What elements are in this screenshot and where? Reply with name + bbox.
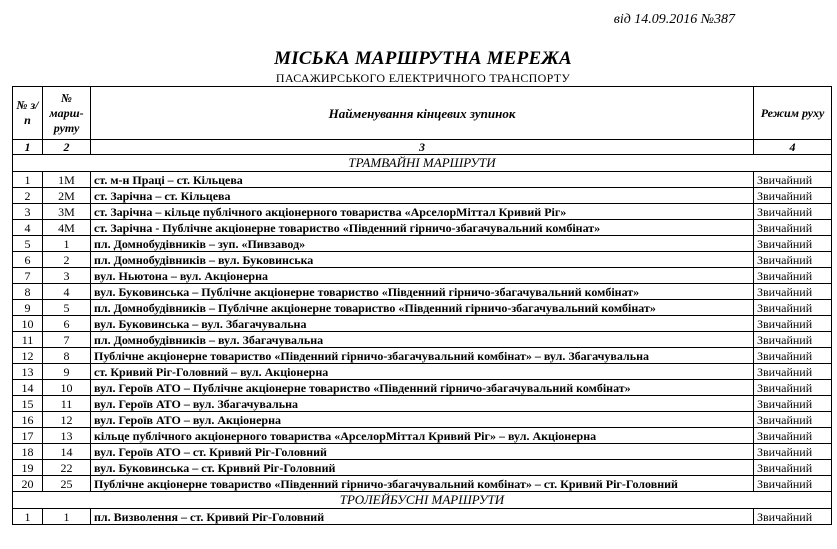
route-mode: Звичайний [754, 300, 832, 316]
table-row [13, 380, 832, 396]
route-mode: Звичайний [754, 396, 832, 412]
route-endpoints: пл. Домнобудівників – вул. Збагачувальна [91, 332, 754, 348]
route-mode: Звичайний [754, 460, 832, 476]
route-endpoints: пл. Домнобудівників – Публічне акціонерне товариство «Південний гірничо-збагачувальний комбінат» [91, 300, 754, 316]
route-number: 12 [43, 412, 91, 428]
row-number: 1 [13, 172, 43, 188]
table-row [13, 396, 832, 412]
row-number: 11 [13, 332, 43, 348]
section-header-row [13, 155, 832, 172]
section-header-row [13, 492, 832, 509]
table-row [13, 428, 832, 444]
route-mode: Звичайний [754, 316, 832, 332]
route-number: 2М [43, 188, 91, 204]
route-mode: Звичайний [754, 252, 832, 268]
row-number: 2 [13, 188, 43, 204]
route-mode: Звичайний [754, 204, 832, 220]
route-number: 22 [43, 460, 91, 476]
row-number: 14 [13, 380, 43, 396]
table-row [13, 204, 832, 220]
row-number: 8 [13, 284, 43, 300]
route-number: 5 [43, 300, 91, 316]
route-endpoints: Публічне акціонерне товариство «Південний гірничо-збагачувальний комбінат» – ст. Кривий Ріг-Головний [91, 476, 754, 492]
table-row [13, 268, 832, 284]
route-endpoints: ст. Зарічна – кільце публічного акціонерного товариства «АрселорМіттал Кривий Ріг» [91, 204, 754, 220]
table-row [13, 460, 832, 476]
route-mode: Звичайний [754, 428, 832, 444]
route-number: 2 [43, 252, 91, 268]
table-row [13, 188, 832, 204]
header-route: № марш-руту [43, 87, 91, 140]
route-endpoints: вул. Буковинська – ст. Кривий Ріг-Головний [91, 460, 754, 476]
route-number: 1М [43, 172, 91, 188]
route-number: 9 [43, 364, 91, 380]
route-number: 3М [43, 204, 91, 220]
route-mode: Звичайний [754, 380, 832, 396]
route-endpoints: пл. Домнобудівників – зуп. «Пивзавод» [91, 236, 754, 252]
row-number: 6 [13, 252, 43, 268]
route-endpoints: ст. м-н Праці – ст. Кільцева [91, 172, 754, 188]
table-row [13, 236, 832, 252]
route-endpoints: пл. Домнобудівників – вул. Буковинська [91, 252, 754, 268]
route-endpoints: вул. Буковинська – вул. Збагачувальна [91, 316, 754, 332]
column-number: 2 [43, 140, 91, 155]
route-number: 25 [43, 476, 91, 492]
section-title: ТРОЛЕЙБУСНІ МАРШРУТИ [13, 492, 832, 509]
route-mode: Звичайний [754, 332, 832, 348]
table-row [13, 509, 832, 525]
route-mode: Звичайний [754, 172, 832, 188]
column-number: 3 [91, 140, 754, 155]
header-name: Найменування кінцевих зупинок [91, 87, 754, 140]
route-endpoints: вул. Героїв АТО – Публічне акціонерне товариство «Південний гірничо-збагачувальний комбінат» [91, 380, 754, 396]
document-subtitle: ПАСАЖИРСЬКОГО ЕЛЕКТРИЧНОГО ТРАНСПОРТУ [275, 71, 571, 85]
route-endpoints: ст. Зарічна – ст. Кільцева [91, 188, 754, 204]
route-mode: Звичайний [754, 220, 832, 236]
route-number: 4 [43, 284, 91, 300]
route-mode: Звичайний [754, 509, 832, 525]
route-number: 7 [43, 332, 91, 348]
table-row [13, 348, 832, 364]
table-header-row [13, 87, 832, 140]
table-row [13, 284, 832, 300]
route-number: 1 [43, 509, 91, 525]
row-number: 3 [13, 204, 43, 220]
table-row [13, 412, 832, 428]
row-number: 17 [13, 428, 43, 444]
route-endpoints: вул. Буковинська – Публічне акціонерне товариство «Південний гірничо-збагачувальний комбінат» [91, 284, 754, 300]
routes-table [12, 86, 832, 525]
route-mode: Звичайний [754, 268, 832, 284]
table-row [13, 252, 832, 268]
row-number: 1 [13, 509, 43, 525]
table-row [13, 220, 832, 236]
route-number: 13 [43, 428, 91, 444]
route-number: 4М [43, 220, 91, 236]
route-number: 6 [43, 316, 91, 332]
table-row [13, 444, 832, 460]
routes-body [13, 155, 832, 525]
row-number: 7 [13, 268, 43, 284]
row-number: 19 [13, 460, 43, 476]
table-row [13, 332, 832, 348]
row-number: 4 [13, 220, 43, 236]
document-date: від 14.09.2016 №387 [613, 12, 735, 27]
route-mode: Звичайний [754, 444, 832, 460]
route-number: 8 [43, 348, 91, 364]
row-number: 16 [13, 412, 43, 428]
route-endpoints: вул. Героїв АТО – вул. Акціонерна [91, 412, 754, 428]
route-endpoints: кільце публічного акціонерного товариства «АрселорМіттал Кривий Ріг» – вул. Акціонерна [91, 428, 754, 444]
row-number: 20 [13, 476, 43, 492]
route-number: 11 [43, 396, 91, 412]
route-number: 3 [43, 268, 91, 284]
column-number: 1 [13, 140, 43, 155]
route-endpoints: ст. Кривий Ріг-Головний – вул. Акціонерна [91, 364, 754, 380]
route-mode: Звичайний [754, 236, 832, 252]
route-mode: Звичайний [754, 364, 832, 380]
route-endpoints: вул. Героїв АТО – вул. Збагачувальна [91, 396, 754, 412]
route-endpoints: вул. Героїв АТО – ст. Кривий Ріг-Головний [91, 444, 754, 460]
route-mode: Звичайний [754, 476, 832, 492]
route-mode: Звичайний [754, 348, 832, 364]
row-number: 13 [13, 364, 43, 380]
route-endpoints: пл. Визволення – ст. Кривий Ріг-Головний [91, 509, 754, 525]
row-number: 18 [13, 444, 43, 460]
table-row [13, 476, 832, 492]
route-endpoints: Публічне акціонерне товариство «Південний гірничо-збагачувальний комбінат» – вул. Збагачувальна [91, 348, 754, 364]
row-number: 5 [13, 236, 43, 252]
row-number: 9 [13, 300, 43, 316]
row-number: 10 [13, 316, 43, 332]
route-endpoints: вул. Ньютона – вул. Акціонерна [91, 268, 754, 284]
column-numbers-row [13, 140, 832, 155]
table-row [13, 364, 832, 380]
route-number: 1 [43, 236, 91, 252]
section-title: ТРАМВАЙНІ МАРШРУТИ [13, 155, 832, 172]
header-mode: Режим руху [754, 87, 832, 140]
table-row [13, 316, 832, 332]
table-row [13, 300, 832, 316]
route-number: 14 [43, 444, 91, 460]
table-row [13, 172, 832, 188]
route-number: 10 [43, 380, 91, 396]
document-title: МІСЬКА МАРШРУТНА МЕРЕЖА [274, 48, 572, 69]
route-endpoints: ст. Зарічна - Публічне акціонерне товариство «Південний гірничо-збагачувальний комбінат» [91, 220, 754, 236]
route-mode: Звичайний [754, 412, 832, 428]
route-mode: Звичайний [754, 188, 832, 204]
column-number: 4 [754, 140, 832, 155]
row-number: 12 [13, 348, 43, 364]
route-mode: Звичайний [754, 284, 832, 300]
row-number: 15 [13, 396, 43, 412]
header-num: № з/п [13, 87, 43, 140]
